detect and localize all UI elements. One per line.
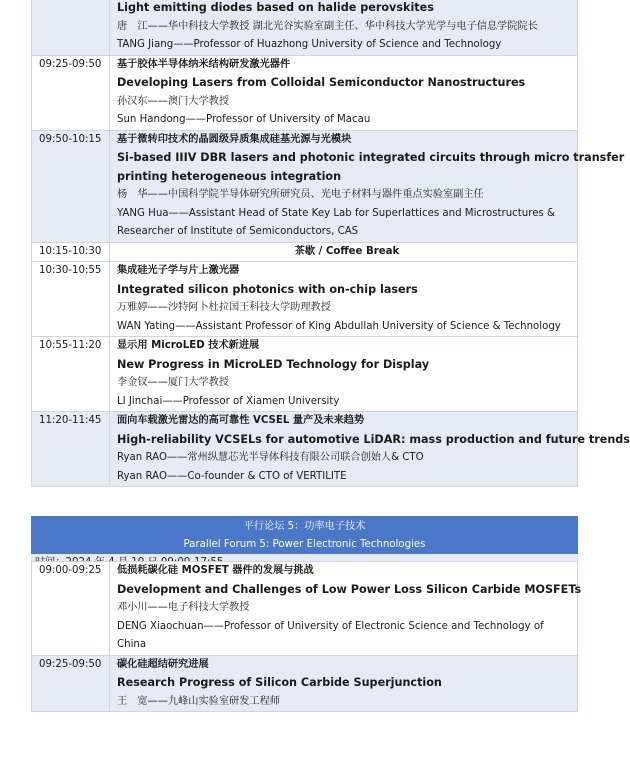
session-content [110, 412, 630, 487]
session-time: 10:55-11:20 [32, 337, 110, 412]
speaker-line: Ryan RAO——Co-founder & CTO of VERTILITE [117, 470, 347, 482]
speaker-line: Sun Handong——Professor of University of Macau [117, 114, 371, 125]
speaker-line: 杨 华——中国科学院半导体研究所研究员、光电子材料与器件重点实验室副主任 [117, 189, 484, 200]
session-row [32, 130, 578, 242]
session-time: 09:25-09:50 [32, 655, 110, 712]
talk-title-en: Developing Lasers from Colloidal Semiconductor Nanostructures [117, 76, 526, 89]
talk-title-en: Research Progress of Silicon Carbide Superjunction [117, 676, 442, 689]
talk-title-en: High-reliability VCSELs for automotive LiDAR: mass production and future trends [117, 432, 630, 446]
talk-title-en: Light emitting diodes based on halide perovskites [117, 1, 434, 14]
session-row [32, 0, 578, 55]
speaker-line: 王 宽——九峰山实验室研发工程师 [117, 695, 280, 707]
session-content [110, 562, 582, 656]
session-time: 10:15-10:30 [32, 242, 110, 262]
session-row [32, 562, 578, 656]
session-content [110, 262, 578, 337]
talk-title-en: Development and Challenges of Low Power Loss Silicon Carbide MOSFETs [117, 582, 582, 596]
speaker-line: China [117, 639, 147, 650]
talk-title-en: printing heterogeneous integration [117, 169, 342, 183]
talk-title-en: Si-based IIIV DBR lasers and photonic integrated circuits through micro transfer [117, 151, 625, 164]
speaker-line: TANG Jiang——Professor of Huazhong University of Science and Technology [117, 39, 502, 50]
talk-title-zh: 碳化硅超结研究进展 [117, 658, 209, 670]
forum-header [31, 516, 578, 554]
speaker-line: 李金钗——厦门大学教授 [117, 377, 230, 388]
coffee-break-label: 茶歇 / Coffee Break [110, 242, 578, 262]
session-row [32, 412, 578, 487]
speaker-line: 唐 江——华中科技大学教授 湖北光谷实验室副主任、华中科技大学光学与电子信息学院院长 [117, 20, 538, 32]
speaker-line: Ryan RAO——常州纵慧芯光半导体科技有限公司联合创始人& CTO [117, 452, 424, 463]
speaker-line: 邓小川——电子科技大学教授 [117, 602, 250, 613]
speaker-line: 万雅婷——沙特阿卜杜拉国王科技大学助理教授 [117, 302, 331, 313]
session-row [32, 655, 578, 712]
session-time [32, 0, 110, 55]
session-row [32, 337, 578, 412]
speaker-line: LI Jinchai——Professor of Xiamen University [117, 395, 340, 407]
session-time: 09:25-09:50 [32, 55, 110, 130]
session-row [32, 242, 578, 262]
talk-title-en: New Progress in MicroLED Technology for Display [117, 357, 430, 371]
talk-title-zh: 显示用 MicroLED 技术新进展 [117, 340, 260, 351]
session-time: 10:30-10:55 [32, 262, 110, 337]
speaker-line: 孙汉东——澳门大学教授 [117, 95, 230, 107]
session-content [110, 337, 578, 412]
session-content [110, 0, 578, 55]
session-content [110, 55, 578, 130]
session-row [32, 262, 578, 337]
forum-title-zh: 平行论坛 5：功率电子技术 [243, 521, 366, 532]
session-table-forum [31, 561, 582, 712]
session-time: 11:20-11:45 [32, 412, 110, 487]
talk-title-zh: 基于微转印技术的晶圆级异质集成硅基光源与光模块 [117, 133, 352, 145]
speaker-line: Researcher of Institute of Semiconductors, CAS [117, 226, 359, 237]
session-table-top [31, 0, 630, 487]
speaker-line: WAN Yating——Assistant Professor of King Abdullah University of Science & Technology [117, 320, 561, 332]
session-content [110, 130, 625, 242]
talk-title-en: Integrated silicon photonics with on-chip lasers [117, 282, 418, 296]
talk-title-zh: 面向车载激光雷达的高可靠性 VCSEL 量产及未来趋势 [117, 415, 365, 426]
session-time: 09:50-10:15 [32, 130, 110, 242]
talk-title-zh: 集成硅光子学与片上激光器 [117, 265, 240, 276]
speaker-line: DENG Xiaochuan——Professor of University of Electronic Science and Technology of [117, 620, 544, 632]
speaker-line: YANG Hua——Assistant Head of State Key Lab for Superlattices and Microstructures & [117, 207, 555, 219]
talk-title-zh: 基于胶体半导体纳米结构研发激光器件 [117, 58, 291, 70]
session-row [32, 55, 578, 130]
talk-title-zh: 低损耗碳化硅 MOSFET 器件的发展与挑战 [117, 565, 314, 576]
session-content [110, 655, 578, 712]
session-time: 09:00-09:25 [32, 562, 110, 656]
forum-title-en: Parallel Forum 5: Power Electronic Technologies [183, 539, 426, 550]
